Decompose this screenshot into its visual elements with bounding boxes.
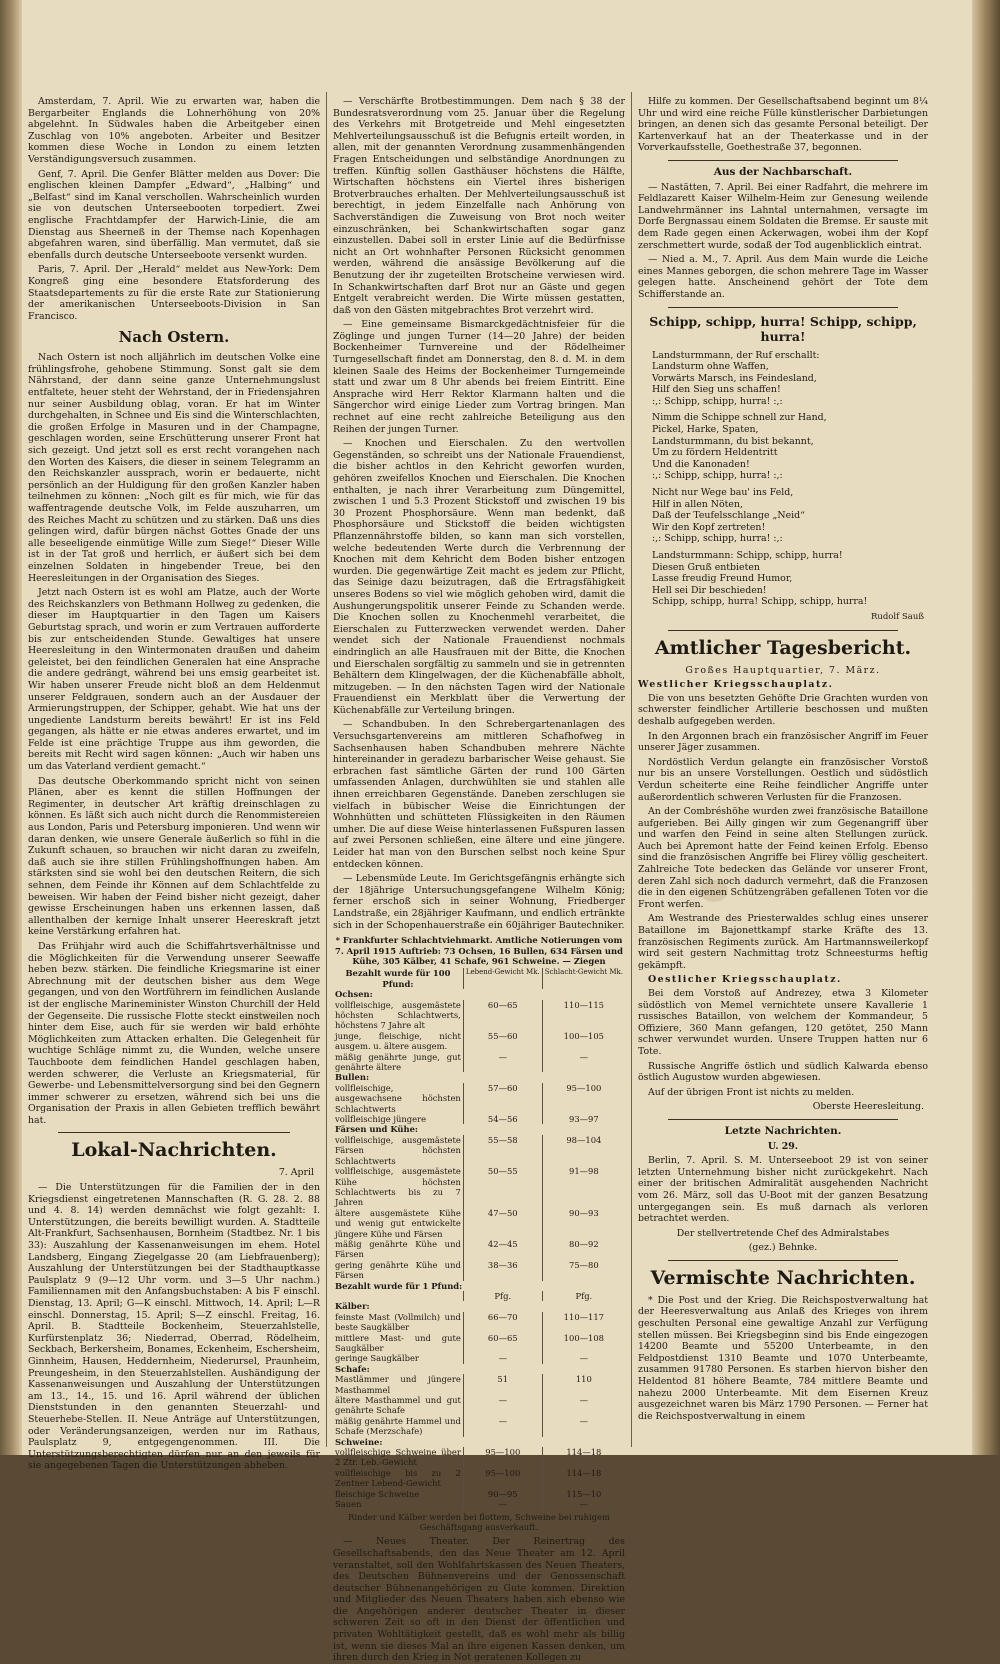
market-price-slaughter: 100—108 xyxy=(542,1333,625,1354)
market-price-live: 60—65 xyxy=(463,1000,542,1031)
market-row-label: vollfleischige jüngere xyxy=(335,1114,427,1125)
market-row xyxy=(333,1291,625,1301)
report-paragraph: Russische Angriffe östlich und südlich Kalwarda ebenso östlich Augustow wurden abgewiesen. xyxy=(638,1060,928,1084)
market-price-slaughter: 95—100 xyxy=(542,1083,625,1114)
poem-line: Daß der Teufelsschlange „Neid“ xyxy=(652,510,805,522)
market-row xyxy=(333,1312,625,1333)
poem-line: Landsturmmann, der Ruf erschallt: xyxy=(652,349,820,361)
section-divider xyxy=(58,1132,290,1133)
section-divider xyxy=(668,307,898,308)
market-category: Bullen: xyxy=(335,1072,370,1083)
column-rule xyxy=(326,92,327,1447)
section-title-letzte: Letzte Nachrichten. xyxy=(724,1124,842,1137)
market-row xyxy=(333,1260,625,1281)
column-1 xyxy=(28,96,320,1472)
poem-line: Schipp, schipp, hurra! Schipp, schipp, hurra! xyxy=(652,596,868,608)
section-divider xyxy=(668,1119,898,1120)
market-price-live: 90—95 xyxy=(463,1489,542,1499)
article-paragraph: Das deutsche Oberkommando spricht nicht von seinen Plänen, aber es kennt die stillen Hoffnungen der Regimenter, in deutscher Art kräftig dreinschlagen zu können. Es läßt sich auch nicht durch die Renommistereien aus London, Paris und Petersburg imponieren. Und wenn wir daran denken, wie unsere Generale äußerlich so fühl in die Zukunft schauen, so brauchen wir nicht daran zu zweifeln, daß auch sie ihre stillen Frühlingshoffnungen haben. Am stärksten sind sie wohl bei den deutschen Reitern, die sich sehnen, dem Feinde ihr Können auf dem Schlachtfelde zu beweisen. Wir haben der Feind bisher nicht gezeigt, daher gewisse Erscheinungen haben uns erkennen lassen, daß allenthalben der kernige Inhalt unserer Heereskraft jetzt keine Verstärkung erfahren hat. xyxy=(28,775,320,938)
market-row xyxy=(333,1468,625,1489)
market-row xyxy=(333,1031,625,1052)
news-item: Hilfe zu kommen. Der Gesellschaftsabend beginnt um 8¼ Uhr und wird eine reiche Fülle künstlerischer Darbietungen bringen, an denen sich das gesamte Personal beteiligt. Der Kartenverkauf hat an der Theaterkasse und in der Vorverkaufsstelle, Goethestraße 37, begonnen. xyxy=(638,96,928,154)
market-category: Färsen und Kühe: xyxy=(335,1124,419,1135)
market-price-live: 95—100 xyxy=(463,1447,542,1468)
market-header-row xyxy=(333,968,625,989)
cattle-market-report xyxy=(333,935,625,1532)
article-paragraph: — Die Unterstützungen für die Familien der in den Kriegsdienst eingetretenen Mannschaften (R. G. 28. 2. 88 und 4. 8. 14) werden demnächst wie folgt gezahlt: I. Unterstützungen, die bereits bewilligt wurden. A. Stadtteile Alt-Frankfurt, Sachsenhausen, Bornheim (Stadtbez. Nr. 1 bis 33): Auszahlung der Kassenanweisungen im ehem. Hotel Landsberg, Eingang Ziegelgasse 20 (am Liebfrauenberg); Auszahlung der Unterstützungen bei der Stadthauptkasse Paulsplatz 9 (9—12 Uhr vorm. und 3—5 Uhr nachm.) Familiennamen mit den Anfangsbuchstaben: A bis F einschl. Dienstag, 13. April; G—K einschl. Mittwoch, 14. April; L—R einschl. Donnerstag, 15. April; S—Z einschl. Freitag, 16. April. B. Stadtteile Bockenheim, Steuerzahlstelle, Kurfürstenplatz 36; Niederrad, Oberrad, Rödelheim, Seckbach, Berkersheim, Bonames, Eckenheim, Eschersheim, Ginnheim, Hausen, Heddernheim, Niederursel, Praunheim, Preungesheim, in den Steuerzahlstellen. Aushändigung der Kassenanweisungen und Auszahlung der Unterstützungen am 13., 14., 15. und 16. April während der üblichen Dienststunden in den genannten Steuerzahl- und Steuerhebe-Stellen. II. Neue Anträge auf Unterstützungen, oder Veränderungsanzeigen, werden nur im Rathaus, Paulsplatz 9, entgegengenommen. III. Die Unterstützungsberechtigten dürfen nur an den jeweils für sie angegebenen Tagen die Unterstützungen abheben. xyxy=(28,1182,320,1472)
market-price-live: 42—45 xyxy=(463,1239,542,1260)
news-item: — Nastätten, 7. April. Bei einer Radfahrt, die mehrere im Feldlazarett Kaiser Wilhelm-Heim zur Genesung weilende Landwehrmänner ins Lahntal unternahmen, versagte im Dorfe Bergnassau einem Soldaten die Bremse. Er sauste mit dem Rade gegen einen Ackerwagen, wobei ihm der Kopf zerschmettert wurde, sodaß der Tod augenblicklich eintrat. xyxy=(638,181,928,251)
market-price-live: 54—56 xyxy=(463,1114,542,1124)
market-price-slaughter: 93—97 xyxy=(542,1114,625,1124)
article-paragraph: Das Frühjahr wird auch die Schiffahrtsverhältnisse und die Möglichkeiten für die Verwendung unserer Seewaffe heben bezw. stärken. Die feindliche Kriegsmarine ist einer Abrechnung mit der deutschen bisher aus dem Wege gegangen, und von den Wortführern im feindlichen Auslande ist der englische Marineminister Winston Churchill der Held der Gegenseite. Die russische Flotte steckt einstweilen noch hinter dem Eise, auch für sie werden wir bald erhöhte Möglichkeiten zum Attacken erhalten. Die Gelegenheit für wuchtige Schläge nimmt zu, die Wunden, welche unsere Tauchboote dem feindlichen Handel geschlagen haben, werden schwerer, die Verluste an Kriegsmaterial, für Gewerbe- und Lebensmittelversorgung sind bei den Gegnern immer schwerer zu ersetzen, während sich bei uns die Organisation der Praxis in allen Gebieten trefflich bewährt hat. xyxy=(28,940,320,1126)
market-row-label: vollfleischige, ausgewachsene höchsten Schlachtwerts xyxy=(335,1082,461,1114)
market-table xyxy=(333,968,625,1509)
market-price-slaughter: 115—10 xyxy=(542,1489,625,1499)
news-item: — Neues Theater. Der Reinertrag des Gesellschaftsabends, den das Neue Theater am 12. April veranstaltet, soll den Wohlfahrtskassen des Neuen Theaters, des Deutschen Bühnenvereins und der Genossenschaft deutscher Bühnenangehörigen zu Gute kommen. Direktion und Mitglieder des Neuen Theaters haben sich ebenso wie die Angehörigen anderer deutscher Theater in dieser schweren Zeit so oft in den Dienst der öffentlichen und privaten Wohltätigkeit gestellt, daß es wohl mehr als billig ist, wenn sie dieses Mal an ihre eigenen Kassen denken, um ihren durch den Krieg in Not geratenen Kollegen zu xyxy=(333,1536,625,1664)
poem-line: Lasse freudig Freund Humor, xyxy=(652,573,793,585)
market-price-slaughter: — xyxy=(542,1395,625,1416)
market-category-row xyxy=(333,1301,625,1311)
market-row-label: vollfleischige Schweine über 2 Ztr. Leb.-Gewicht xyxy=(335,1447,461,1468)
market-category-row xyxy=(333,1072,625,1082)
report-dateline: Großes Hauptquartier, 7. März. xyxy=(685,664,881,676)
market-price-live: 47—50 xyxy=(463,1208,542,1239)
market-row-label: mäßig genährte junge, gut genährte ältere xyxy=(335,1051,461,1073)
market-row-label: mäßig genährte Kühe und Färsen xyxy=(335,1238,461,1260)
market-category-row xyxy=(333,1364,625,1374)
market-row xyxy=(333,1000,625,1031)
poem-line: Landsturm ohne Waffen, xyxy=(652,361,769,373)
news-item: — Knochen und Eierschalen. Zu den wertvollen Gegenständen, so schreibt uns der Nationale Frauendienst, die bisher achtlos in den Kehricht geworfen wurden, gehören zweifellos Knochen und Eierschalen. Die Knochen enthalten, je nach ihrer Verarbeitung zum Düngemittel, zwischen 1 und 5.3 Prozent Stickstoff und zwischen 19 bis 30 Prozent Phosphorsäure. Wenn man bedenkt, daß Phosphorsäure und Stickstoff die beiden wichtigsten Pflanzennährstoffe bilden, so kann man sich vorstellen, welche bedeutenden Werte durch die Verbrennung der Knochen mit dem Kehricht dem Boden bisher entzogen wurden. Die gegenwärtige Zeit macht es jedem zur Pflicht, das Seinige dazu beizutragen, daß die Ertragsfähigkeit unseres Bodens so viel wie möglich gehoben wird, damit die Aushungerungspolitik unserer Feinde zu Schanden werde. Die Knochen sollen zu Knochenmehl verarbeitet, die Eierschalen zu Futterzwecken verwendet werden. Daher wendet sich der Nationale Frauendienst nochmals eindringlich an alle Hausfrauen mit der Bitte, die Knochen und Eierschalen sorgfältig zu sammeln und sie in getrennten Behältern dem Klingelwagen, der die Küchenabfälle abholt, mitzugeben. — In den nächsten Tagen wird der Nationale Frauendienst ein Merkblatt über die Verwertung der Küchenabfälle zur Verteilung bringen. xyxy=(333,438,625,716)
report-paragraph: In den Argonnen brach ein französischer Angriff im Feuer unserer Jäger zusammen. xyxy=(638,730,928,754)
market-row xyxy=(333,1395,625,1416)
market-price-live: 55—60 xyxy=(463,1031,542,1052)
market-row xyxy=(333,1447,625,1468)
market-price-slaughter: 98—104 xyxy=(542,1135,625,1166)
page-edge-right xyxy=(972,0,1000,1455)
page-edge-left xyxy=(0,0,22,1455)
market-category: Kälber: xyxy=(335,1301,370,1312)
poem xyxy=(652,350,928,608)
poem-line: Wir den Kopf zertreten! xyxy=(652,521,766,533)
market-price-live: 66—70 xyxy=(463,1312,542,1333)
article-paragraph: Nach Ostern ist noch alljährlich im deutschen Volke eine frühlingsfrohe, gehobene Stimmung. Sonst galt sie dem Nährstand, der dann seine ganze Unternehmungslust entfaltete, heuer steht der Wehrstand, der in Friedensjahren nur seiner Ausbildung oblag, voran. Er hat im Winter durchgehalten, in Schnee und Eis sind die Winterschlachten, die großen Erfolge in Masuren und in der Champagne, geschlagen worden, seine Erschütterung unserer Front hat sich gezeigt. Und jetzt soll es erst recht vorangehen nach den Worten des Kaisers, die dieser in seinem Telegramm an den Reichskanzler aussprach, worin er bedauerte, nicht persönlich an der Huldigung für den großen Kanzler haben teilnehmen zu können: „Noch gilt es für mich, wie für das waffentragende deutsche Volk, im Felde auszuharren, um des Reiches Macht zu schützen und zu stärken. Daß uns dies gelingen wird, dafür bürgen nächst Gottes Gnade der uns alle beseeligende einmütige Wille zum Siege!“ Dieser Wille ist in der Tat groß und herrlich, er äußert sich bei dem einzelnen Soldaten in hingebender Treue, bei den Heeresleitungen in der Organisation des Sieges. xyxy=(28,352,320,584)
poem-line: Vorwärts Marsch, ins Feindesland, xyxy=(652,372,817,384)
news-item: Berlin, 7. April. S. M. Unterseeboot 29 ist von seiner letzten Unternehmung bisher nicht zurückgekehrt. Nach einer der britischen Admiralität ausgehenden Nachricht vom 26. März, soll das U-Boot mit der ganzen Besatzung untergegangen sein. Es muß darnach als verloren betrachtet werden. xyxy=(638,1155,928,1225)
market-category: Schafe: xyxy=(335,1363,370,1374)
market-col-head-live: Lebend-Gewicht Mk. xyxy=(463,968,542,989)
news-item: Amsterdam, 7. April. Wie zu erwarten war, haben die Bergarbeiter Englands die Lohnerhöhung von 20% abgelehnt. In Südwales haben die Arbeitgeber einen Zuschlag von 10% angeboten. Arbeiter und Besitzer kommen diese Woche in London zu einem letzten Verständigungsversuch zusammen. xyxy=(28,96,320,165)
poem-line: :,: Schipp, schipp, hurra! :,: xyxy=(652,533,783,545)
market-price-slaughter: — xyxy=(542,1353,625,1363)
section-divider xyxy=(668,1260,898,1261)
market-row-label: feinste Mast (Vollmilch) und beste Saugkälber xyxy=(335,1311,461,1333)
market-row xyxy=(333,1114,625,1124)
market-price-live: 60—65 xyxy=(463,1333,542,1354)
west-front-heading: Westlicher Kriegsschauplatz. xyxy=(638,679,834,691)
market-price-live: 95—100 xyxy=(463,1468,542,1489)
poem-line: Nimm die Schippe schnell zur Hand, xyxy=(652,412,827,424)
market-row xyxy=(333,1489,625,1499)
poem-line: Landsturmmann: Schipp, schipp, hurra! xyxy=(652,550,843,561)
market-row-label: vollfleischige, ausgemästete Färsen höchsten Schlachtwerts xyxy=(335,1134,461,1166)
column-2 xyxy=(333,96,625,1664)
market-price-live: 38—36 xyxy=(463,1260,542,1281)
poem-line: Hilf in allen Nöten, xyxy=(652,498,743,510)
market-price-slaughter: — xyxy=(542,1416,625,1437)
market-row xyxy=(333,1374,625,1395)
poem-line: Hilf den Sieg uns schaffen! xyxy=(652,384,781,396)
market-row xyxy=(333,1353,625,1363)
market-row-label: junge, fleischige, nicht ausgem. u. ältere ausgem. xyxy=(335,1030,461,1052)
market-price-slaughter: 90—93 xyxy=(542,1208,625,1239)
market-row-label: gering genährte Kühe und Färsen xyxy=(335,1259,461,1281)
market-row xyxy=(333,1052,625,1073)
letzte-signature-1: Der stellvertretende Chef des Admiralstabes xyxy=(676,1227,890,1239)
market-row xyxy=(333,1208,625,1239)
market-row-label: mittlere Mast- und gute Saugkälber xyxy=(335,1332,461,1353)
poem-line: :,: Schipp, schipp, hurra! :,: xyxy=(652,470,783,482)
section-title-nachbarschaft: Aus der Nachbarschaft. xyxy=(713,165,853,178)
market-price-slaughter: Pfg. xyxy=(542,1291,625,1301)
market-price-slaughter: 91—98 xyxy=(542,1166,625,1208)
market-category-row xyxy=(333,1281,625,1291)
market-row-label: mäßig genährte Hammel und Schafe (Merzschafe) xyxy=(335,1415,461,1437)
market-row-label: vollfleischige bis zu 2 Zentner Lebend-Gewicht xyxy=(335,1467,461,1489)
news-item: Paris, 7. April. Der „Herald“ meldet aus New-York: Dem Kongreß ging eine besondere Etatsforderung des Staatsdepartements zu für die erste Rate zur Stationierung der amerikanischen Unterseeboots-Division in San Francisco. xyxy=(28,264,320,322)
market-price-slaughter: 110—117 xyxy=(542,1312,625,1333)
report-paragraph: Die von uns besetzten Gehöfte Drie Grachten wurden von schwerster feindlicher Artillerie beschossen und mußten deshalb aufgegeben werden. xyxy=(638,692,928,727)
market-footnote: Rinder und Kälber werden bei flottem, Schweine bei ruhigem Geschäftsgang ausverkauft. xyxy=(348,1511,610,1532)
market-price-slaughter: 80—92 xyxy=(542,1239,625,1260)
column-rule xyxy=(631,92,632,1447)
market-price-slaughter: 110—115 xyxy=(542,1000,625,1031)
news-item: — Schandbuben. In den Schrebergartenanlagen des Versuchsgartenvereins am mittleren Schafhofweg in Sachsenhausen haben Schandbuben mehrere Nächte hintereinander in geradezu barbarischer Weise gehaust. Sie erbrachen fast sämtliche Gärten der rund 100 Gärten umfassenden Anlagen, durchwühlten sie und stahlen alle ihnen erreichbaren Gegenstände. Daneben zerschlugen sie vielfach in bübischer Weise die Einrichtungen der Wohnhütten und schütteten Flüssigkeiten in den Räumen umher. Die auf diese Weise hinterlassenen Fußspuren lassen auf zwei Personen schließen, eine ältere und eine jüngere. Leider hat man von den Burschen selbst noch keine Spur entdecken können. xyxy=(333,719,625,870)
article-paragraph: Jetzt nach Ostern ist es wohl am Platze, auch der Worte des Reichskanzlers von Bethmann Hollweg zu gedenken, die dieser im Hauptquartier in den Tagen um Kaisers Geburtstag sprach, und worin er zum Vertrauen aufforderte bis zur entscheidenden Stunde. Gewaltiges hat unsere Heeresleitung in den Wintermonaten draußen und daheim geleistet, bei den feindlichen Generalen hat eine Ansprache die andere gedrängt, während bei uns emsig gearbeitet ist. Wir haben unserer Freude nicht bloß an dem Heldenmut unserer Feldgrauen, sondern auch an der Ausdauer der Armierungstruppen, der Schipper, gehabt. Wie hat uns der ungediente Landsturm bereits bewährt! Er ist ins Feld gegangen, als hätte er nie etwas anderes erwartet, und im Felde ist eine prächtige Truppe aus ihm geworden, die bereits mit Recht wird sagen können: „Auch wir haben uns um das Vaterland verdient gemacht.“ xyxy=(28,587,320,773)
poem-line: :,: Schipp, schipp, hurra! :,: xyxy=(652,395,783,407)
market-row-label xyxy=(333,1291,463,1301)
market-price-live: 55—58 xyxy=(463,1135,542,1166)
market-price-slaughter: — xyxy=(542,1052,625,1073)
market-col-head-slaughter: Schlacht-Gewicht Mk. xyxy=(542,968,625,989)
poem-line: Nicht nur Wege bau' ins Feld, xyxy=(652,487,794,499)
market-price-live: Pfg. xyxy=(463,1291,542,1301)
news-item: — Verschärfte Brotbestimmungen. Dem nach § 38 der Bundesratsverordnung vom 25. Januar über die Regelung des Verkehrs mit Brotgetreide und Mehl eingesetzten Mehlverteilungsausschuß ist die Befugnis erteilt worden, in allen, mit der genannten Verordnung zusammenhängenden Fragen Entscheidungen und selbständige Anordnungen zu treffen. Künftig sollen Gasthäuser höchstens die Hälfte, Wirtschaften höchstens ein Viertel ihres bisherigen Brotverbrauches erhalten. Der Mehlverteilungsausschuß ist berechtigt, in jedem Einzelfalle nach Anhörung von Sachverständigen die Zuweisung von Brot noch weiter einzuschränken, bei Schankwirtschaften sogar ganz einzustellen. Dabei soll in erster Linie auf die Bedürfnisse nicht an Ort wohnhafter Personen Rücksicht genommen werden, während die ansässige Bevölkerung auf die Benutzung der ihr zugeteilten Brotscheine verwiesen wird. In Schankwirtschaften darf Brot nur an Gäste und gegen Entgelt verabreicht werden. Die Wirte müssen gestatten, daß von den Gästen mitgebrachtes Brot verzehrt wird. xyxy=(333,96,625,316)
market-price-live: 51 xyxy=(463,1374,542,1395)
market-price-live: — xyxy=(463,1052,542,1073)
market-body xyxy=(333,989,625,1509)
column-3 xyxy=(638,96,928,1446)
market-price-slaughter: 100—105 xyxy=(542,1031,625,1052)
section-title-ostern: Nach Ostern. xyxy=(118,328,230,347)
market-price-live: 57—60 xyxy=(463,1083,542,1114)
market-row-label: geringe Saugkälber xyxy=(335,1353,419,1364)
market-row xyxy=(333,1239,625,1260)
report-paragraph: Auf der übrigen Front ist nichts zu melden. xyxy=(648,1086,855,1098)
market-row xyxy=(333,1499,625,1509)
news-item: — Lebensmüde Leute. Im Gerichtsgefängnis erhängte sich der 18jährige Untersuchungsgefangene Wilhelm König; ferner erschoß sich in seiner Wohnung, Friedberger Landstraße, ein 28jähriger Kaufmann, und endlich ertränkte sich in der Schopenhauerstraße ein 60jähriger Bautechniker. xyxy=(333,873,625,931)
news-item: Genf, 7. April. Die Genfer Blätter melden aus Dover: Die englischen kleinen Dampfer „Edward“, „Halbing“ und „Belfast“ sind im Kanal verschollen. Wahrscheinlich wurden sie von deutschen Unterseebooten torpediert. Zwei englische Frachtdampfer der Harwich-Linie, die am Dienstag aus Sheerneß in der Themse nach Kopenhagen abgefahren waren, sind überfällig. Man vermutet, daß sie ebenfalls durch deutsche Unterseeboote versenkt wurden. xyxy=(28,168,320,261)
report-signature: Oberste Heeresleitung. xyxy=(812,1101,924,1113)
market-category: Ochsen: xyxy=(335,989,373,1000)
market-category: Schweine: xyxy=(335,1436,383,1447)
poem-title: Schipp, schipp, hurra! Schipp, schipp, hurra! xyxy=(649,313,917,344)
market-category: Bezahlt wurde für 1 Pfund: xyxy=(335,1280,463,1291)
market-price-slaughter: 114—18 xyxy=(542,1468,625,1489)
dateline: 7. April xyxy=(278,1167,314,1179)
letzte-signature-2: (gez.) Behnke. xyxy=(748,1242,818,1254)
report-paragraph: An der Combréshöhe wurden zwei französische Bataillone aufgerieben. Bei Ailly gingen wir zum Gegenangriff über und warfen den Feind in seine alten Stellungen zurück. Auch bei Apremont hatte der Feind keinen Erfolg. Ebenso sind die französischen Angriffe bei Flirey völlig gescheitert. Zahlreiche Tote bedecken das Gelände vor unserer Front, deren Zahl sich noch dadurch vermehrt, daß die Franzosen die in den eigenen Schützengräben gefallenen Toten vor die Front werfen. xyxy=(638,806,928,910)
section-divider xyxy=(668,630,898,631)
report-paragraph: Bei dem Vorstoß auf Andrezey, etwa 3 Kilometer südöstlich von Memel vernichtete unsere Kavallerie 1 russisches Bataillon, von welchem der Kommandeur, 5 Offiziere, 360 Mann gefangen, 120 getötet, 250 Mann schwer verwundet wurden. Unsere Truppen hatten nur 6 Tote. xyxy=(638,988,928,1057)
report-paragraph: Nordöstlich Verdun gelangte ein französischer Vorstoß nur bis an unsere Vorstellungen. Oestlich und südöstlich Verdun scheiterte eine Reihe feindlicher Angriffe unter außerordentlich schweren Verlusten für die Franzosen. xyxy=(638,756,928,803)
news-item: — Eine gemeinsame Bismarckgedächtnisfeier für die Zöglinge und jungen Turner (14—20 Jahre) der beiden Bockenheimer Turnvereine und der Rödelheimer Turngesellschaft findet am Donnerstag, den 8. d. M. in dem kleinen Saale des Heims der Bockenheimer Turngemeinde statt und zwar um 8 Uhr abends bei freiem Eintritt. Eine Ansprache wird Herr Rektor Klarmann halten und die Sängerchor wird einige Lieder zum Vortrag bringen. Man rechnet auf eine recht zahlreiche Beteiligung aus den Reihen der jungen Turner. xyxy=(333,319,625,435)
news-item: — Nied a. M., 7. April. Aus dem Main wurde die Leiche eines Mannes geborgen, die schon mehrere Tage im Wasser gelegen hatte. Anscheinend gehört der Tote dem Schifferstande an. xyxy=(638,254,928,300)
market-title: * Frankfurter Schlachtviehmarkt. Amtliche Notierungen vom 7. April 1915 Auftrieb: 73 Ochsen, 16 Bullen, 634 Färsen und Kühe, 305 Kälber, 41 Schafe, 961 Schweine. — Ziegen xyxy=(335,935,623,966)
poem-line: Hell sei Dir beschieden! xyxy=(652,584,767,596)
market-row-label: ältere ausgemästete Kühe und wenig gut entwickelte jüngere Kühe und Färsen xyxy=(335,1207,461,1239)
poem-line: Diesen Gruß entbieten xyxy=(652,561,760,573)
section-title-amtlich: Amtlicher Tagesbericht. xyxy=(654,636,912,659)
market-category-row xyxy=(333,1124,625,1134)
market-price-slaughter: 114—18 xyxy=(542,1447,625,1468)
section-title-vermischte: Vermischte Nachrichten. xyxy=(650,1266,916,1289)
market-subtitle: Bezahlt wurde für 100 Pfund: xyxy=(345,968,451,989)
market-price-live: — xyxy=(463,1499,542,1509)
market-row-label: vollfleischige, ausgemästete Kühe höchsten Schlachtwerts bis zu 7 Jahren xyxy=(335,1166,461,1208)
market-row xyxy=(333,1166,625,1208)
market-price-live: — xyxy=(463,1395,542,1416)
market-price-live: — xyxy=(463,1353,542,1363)
market-row xyxy=(333,1333,625,1354)
market-price-slaughter: 75—80 xyxy=(542,1260,625,1281)
market-row xyxy=(333,1083,625,1114)
market-price-live: — xyxy=(463,1416,542,1437)
report-paragraph: Am Westrande des Priesterwaldes schlug eines unserer Bataillone im Bajonettkampf starke Kräfte des 13. französischen Regiments zurück. Am Hartmannsweilerkopf wird seit gestern Nachmittag trotz Schneesturms heftig gekämpft. xyxy=(638,913,928,971)
letzte-subtitle: U. 29. xyxy=(767,1140,799,1152)
market-row xyxy=(333,1416,625,1437)
poem-line: Um zu fördern Heldentritt xyxy=(652,447,778,459)
market-price-live: 50—55 xyxy=(463,1166,542,1208)
news-item: * Die Post und der Krieg. Die Reichspostverwaltung hat der Heeresverwaltung aus Anlaß des Krieges von ihrem geschulten Personal eine gewaltige Anzahl zur Verfügung stellen müssen. Bei Kriegsbeginn sind bis Ende eingezogen 14200 Beamte und 55200 Unterbeamte, in den Feldpostdienst 1310 Beamte und 1070 Unterbeamte, zusammen 91780 Personen. Es starben hiervon bisher den Heldentod 81 höhere Beamte, 784 mittlere Beamte und nahezu 2000 Unterbeamte. Mit dem Eisernen Kreuz ausgezeichnet waren bis März 1790 Personen. — Ferner hat die Reichspostverwaltung in einem xyxy=(638,1294,928,1422)
east-front-heading: Oestlicher Kriegsschauplatz. xyxy=(648,974,842,986)
market-row xyxy=(333,1135,625,1166)
market-row-label: ältere Masthammel und gut genährte Schafe xyxy=(335,1395,461,1416)
market-row-label: Mastlämmer und jüngere Masthammel xyxy=(335,1374,461,1395)
market-row-label: vollfleischige, ausgemästete höchsten Schlachtwerts, höchstens 7 Jahre alt xyxy=(335,999,461,1031)
market-row-label: Sauen xyxy=(335,1499,362,1510)
market-row-label: fleischige Schweine xyxy=(335,1488,420,1499)
section-divider xyxy=(668,160,898,161)
section-title-lokal: Lokal-Nachrichten. xyxy=(71,1139,277,1162)
poem-line: Landsturmmann, du bist bekannt, xyxy=(652,435,814,447)
market-category-row xyxy=(333,1437,625,1447)
poem-author: Rudolf Sauß xyxy=(870,611,924,622)
market-price-slaughter: 110 xyxy=(542,1374,625,1395)
market-category-row xyxy=(333,989,625,999)
poem-line: Und die Kanonaden! xyxy=(652,458,750,470)
market-price-slaughter: — xyxy=(542,1499,625,1509)
poem-line: Pickel, Harke, Spaten, xyxy=(652,424,759,436)
